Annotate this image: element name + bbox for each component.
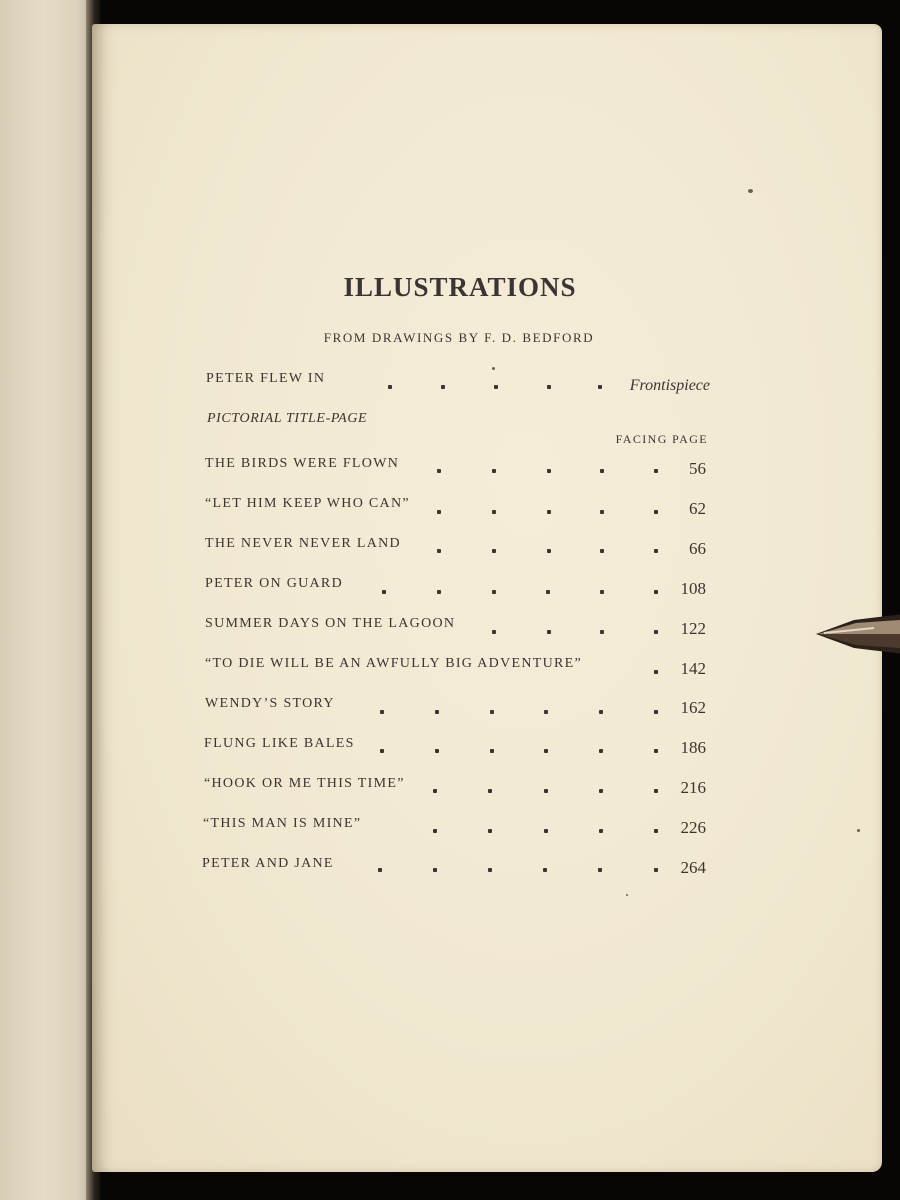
leader-dot [435,710,439,714]
leader-dot [435,749,439,753]
title-page-label: PICTORIAL TITLE-PAGE [207,411,368,426]
leader-dot [441,385,445,389]
illustration-entry: THE BIRDS WERE FLOWN [205,456,400,471]
leader-dot [600,549,604,553]
leader-dot [654,630,658,634]
paper-speck [857,829,860,832]
leader-dot [547,630,551,634]
facing-page-header: FACING PAGE [615,432,708,446]
leader-dot [492,590,496,594]
leader-dot [437,510,441,514]
illustration-entry: FLUNG LIKE BALES [204,736,355,751]
leader-dot [492,510,496,514]
leader-dot [600,590,604,594]
leader-dots [382,590,663,594]
illustration-entry: PETER AND JANE [202,856,334,871]
paper-speck [492,367,495,370]
leader-dot [599,710,603,714]
leader-dot [544,710,548,714]
leader-dots [437,469,663,473]
entry-page-number: 142 [680,659,706,678]
leader-dots [380,710,663,714]
leader-dot [600,510,604,514]
illustrations-page [92,24,882,1172]
entry-page-number: 122 [680,619,706,638]
frontispiece-label: PETER FLEW IN [206,371,326,386]
leader-dot [488,868,492,872]
leader-dot [598,868,602,872]
leader-dot [598,385,602,389]
leader-dot [654,749,658,753]
leader-dots [388,385,608,389]
leader-dot [547,469,551,473]
leader-dot [654,670,658,674]
illustration-entry: THE NEVER NEVER LAND [205,536,401,551]
frontispiece-page: Frontispiece [629,377,710,394]
entry-page-number: 108 [680,579,706,598]
leader-dot [492,469,496,473]
leader-dot [543,868,547,872]
leader-dot [380,710,384,714]
leader-dot [654,710,658,714]
leader-dot [600,630,604,634]
leader-dots [380,749,663,753]
leader-dots [654,670,664,674]
leader-dot [490,749,494,753]
leader-dots [437,510,663,514]
leader-dot [382,590,386,594]
leader-dot [599,829,603,833]
leader-dot [437,549,441,553]
leader-dot [388,385,392,389]
leader-dot [547,385,551,389]
entry-page-number: 66 [689,539,706,558]
left-page-edge [0,0,96,1200]
leader-dot [433,829,437,833]
entry-page-number: 56 [689,459,706,478]
leader-dot [654,868,658,872]
paper-speck [626,894,628,896]
illustration-entry: WENDY’S STORY [205,696,335,711]
entry-page-number: 226 [680,818,706,837]
leader-dots [437,549,663,553]
entry-page-number: 62 [689,499,706,518]
leader-dot [433,789,437,793]
leader-dots [378,868,663,872]
leader-dot [600,469,604,473]
entry-page-number: 162 [680,698,706,717]
illustration-entry: “TO DIE WILL BE AN AWFULLY BIG ADVENTURE” [205,656,583,671]
leader-dot [490,710,494,714]
leader-dot [654,469,658,473]
leader-dot [544,789,548,793]
leader-dot [437,469,441,473]
leader-dot [654,789,658,793]
leader-dots [492,630,663,634]
illustration-entry: PETER ON GUARD [205,576,343,591]
leader-dot [378,868,382,872]
page-subtitle: FROM DRAWINGS BY F. D. BEDFORD [323,330,595,345]
leader-dot [654,549,658,553]
paper-speck [748,189,753,193]
leader-dot [433,868,437,872]
leader-dot [488,829,492,833]
leader-dot [544,749,548,753]
leader-dot [492,549,496,553]
leader-dot [492,630,496,634]
leader-dot [380,749,384,753]
leader-dot [544,829,548,833]
leader-dot [654,829,658,833]
leader-dot [654,590,658,594]
leader-dots [433,829,663,833]
leader-dot [599,749,603,753]
pen-tip [814,612,900,656]
entry-page-number: 186 [680,738,706,757]
entry-page-number: 216 [680,778,706,797]
leader-dot [547,510,551,514]
illustration-entry: SUMMER DAYS ON THE LAGOON [205,616,456,631]
leader-dot [437,590,441,594]
illustration-entry: “THIS MAN IS MINE” [203,816,362,831]
page-title: ILLUSTRATIONS [343,272,577,302]
leader-dot [546,590,550,594]
leader-dot [654,510,658,514]
leader-dot [599,789,603,793]
leader-dot [488,789,492,793]
entry-page-number: 264 [680,858,706,877]
leader-dots [433,789,663,793]
leader-dot [494,385,498,389]
illustration-entry: “HOOK OR ME THIS TIME” [204,776,405,791]
leader-dot [547,549,551,553]
illustration-entry: “LET HIM KEEP WHO CAN” [205,496,410,511]
